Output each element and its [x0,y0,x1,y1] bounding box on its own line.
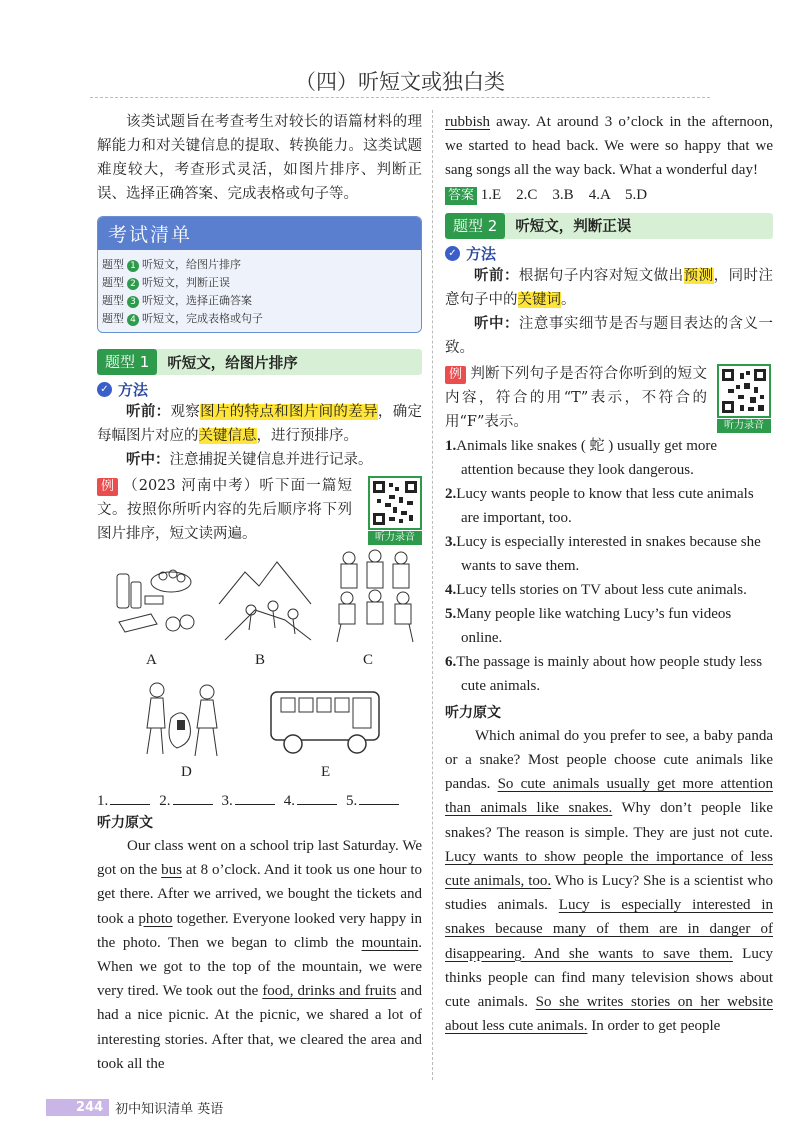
type2-questions [445,434,773,698]
food-drinks-picture [111,554,203,644]
type1-script-continued: rubbish away. At around 3 o’clock in the afternoon, we started to head back. We were so happy that we sang songs all the way back. What a wonderful day! [445,114,773,179]
qr-label: 听力录音 [717,419,771,433]
qr-label: 听力录音 [368,531,422,545]
question-item: 6.The passage is mainly about how people study less cute animals. [445,653,763,694]
type1-before: 听前：观察图片的特点和图片间的差异，确定每幅图片对应的关键信息，进行预排序。 [97,403,423,444]
type2-before: 听前：根据句子内容对短文做出预测，同时注意句子中的关键词。 [445,266,774,308]
type1-title: 听短文，给图片排序 [167,355,298,372]
blank-1[interactable]: 1. [97,791,150,810]
intro-paragraph: 该类试题旨在考查考生对较长的语篇材料的理解能力和对关键信息的提取、转换能力。这类试题难度较大，考查形式灵活，如图片排序、判断正误、选择正确答案、完成表格或句子等。 [97,114,422,202]
example-text: （2023 河南中考）听下面一篇短文。按照你所听内容的先后顺序将下列图片排序，短文读两遍。 [97,478,352,542]
qr-code-icon [717,364,771,418]
type1-script-label: 听力原文 [97,815,153,831]
type2-script-label: 听力原文 [445,704,501,721]
question-item: 5.Many people like watching Lucy’s fun videos online. [445,605,732,646]
blank-3[interactable]: 3. [222,791,275,810]
answer-tag: 答案 [445,187,477,205]
type2-script: Which animal do you prefer to see, a baby panda or a snake? Most people choose cute animals like pandas. So cute animals usually get more attention than animals like snakes. Why don’t people like snakes? The reason is simple. They are just not cute. Lucy wants to show people the importance of less cute animals, too. Who is Lucy? She is a scientist who studies animals. Lucy is especially interested in snakes because many of them are in danger of disappearing. And she wants to save them. Lucy thinks people can find many television shows about cute animals. So she writes stories on her website about less cute animals. In order to get people [445,727,774,1035]
group-photo-picture [327,546,423,646]
picture-label-c: C [363,652,374,668]
exam-list-heading: 考试清单 [98,217,421,250]
exam-list-box [97,216,422,333]
exam-list-item: 题型 3 听短文，选择正确答案 [102,294,252,307]
column-divider [432,110,433,1080]
type1-script: Our class went on a school trip last Saturday. We got on the bus at 8 o’clock. And it took us one hour to get there. After we arrived, we bought the tickets and took a photo together. Everyone looked very happy in the photo. Then we began to climb the mountain. When we got to the top of the mountain, we were very tired. We took out the food, drinks and fruits and had a nice picnic. At the picnic, we shared a lot of interesting stories. After that, we cleared the area and took all the [97,838,423,1072]
example-tag: 例 [445,366,466,384]
type1-during: 听中：注意捕捉关键信息并进行记录。 [126,451,373,468]
type2-during: 听中：注意事实细节是否与题目表达的含义一致。 [445,314,773,356]
exam-list [98,250,421,332]
exam-list-item: 题型 2 听短文，判断正误 [102,276,230,289]
number-badge: 3 [127,296,139,308]
question-item: 3.Lucy is especially interested in snakes because she wants to save them. [445,533,761,574]
qr-code[interactable] [368,476,422,545]
type2-tag: 题型 2 [445,213,505,239]
type2-title: 听短文，判断正误 [515,219,632,236]
type1-example [97,474,422,546]
question-item: 4.Lucy tells stories on TV about less cute animals. [445,581,747,598]
type1-header [97,349,422,375]
picture-label-e: E [321,764,331,780]
bus-picture [265,686,385,760]
left-column [97,110,422,1076]
blank-4[interactable]: 4. [284,791,337,810]
number-badge: 1 [127,260,139,272]
number-badge: 4 [127,314,139,326]
type1-answers [445,183,773,207]
type2-example [445,362,773,434]
question-item: 1.Animals like snakes ( 蛇 ) usually get more attention because they look dangerous. [445,437,718,478]
book-title: 初中知识清单 英语 [115,1101,224,1117]
number-badge: 2 [127,278,139,290]
qr-code[interactable] [717,364,771,433]
example-tag: 例 [97,478,118,496]
type2-header [445,213,773,239]
blank-5[interactable]: 5. [346,791,399,810]
picture-label-b: B [255,652,266,668]
answer-blanks [97,791,422,810]
check-icon: ✓ [445,246,460,261]
example-text: 判断下列句子是否符合你听到的短文内容，符合的用“T”表示，不符合的用“F”表示。 [445,365,707,430]
picture-label-a: A [146,652,157,668]
section-title: （四）听短文或独白类 [295,70,505,94]
picture-label-d: D [181,764,192,780]
blank-2[interactable]: 2. [159,791,212,810]
qr-code-icon [368,476,422,530]
exam-list-item: 题型 1 听短文，给图片排序 [102,258,241,271]
title-divider [90,97,710,98]
question-item: 2.Lucy wants people to know that less cute animals are important, too. [445,485,754,526]
type1-tag: 题型 1 [97,349,157,375]
check-icon: ✓ [97,382,112,397]
type1-method: ✓ 方法 [97,379,422,400]
clear-rubbish-picture [137,678,227,766]
answer-text: 1.E 2.C 3.B 4.A 5.D [480,186,648,203]
page-number: 244 [46,1099,109,1116]
page-footer [46,1096,223,1118]
exam-list-item: 题型 4 听短文，完成表格或句子 [102,312,263,325]
type2-method: ✓ 方法 [445,243,773,264]
right-column [445,110,773,1038]
mountain-climb-picture [215,554,315,644]
picture-grid [97,546,422,791]
